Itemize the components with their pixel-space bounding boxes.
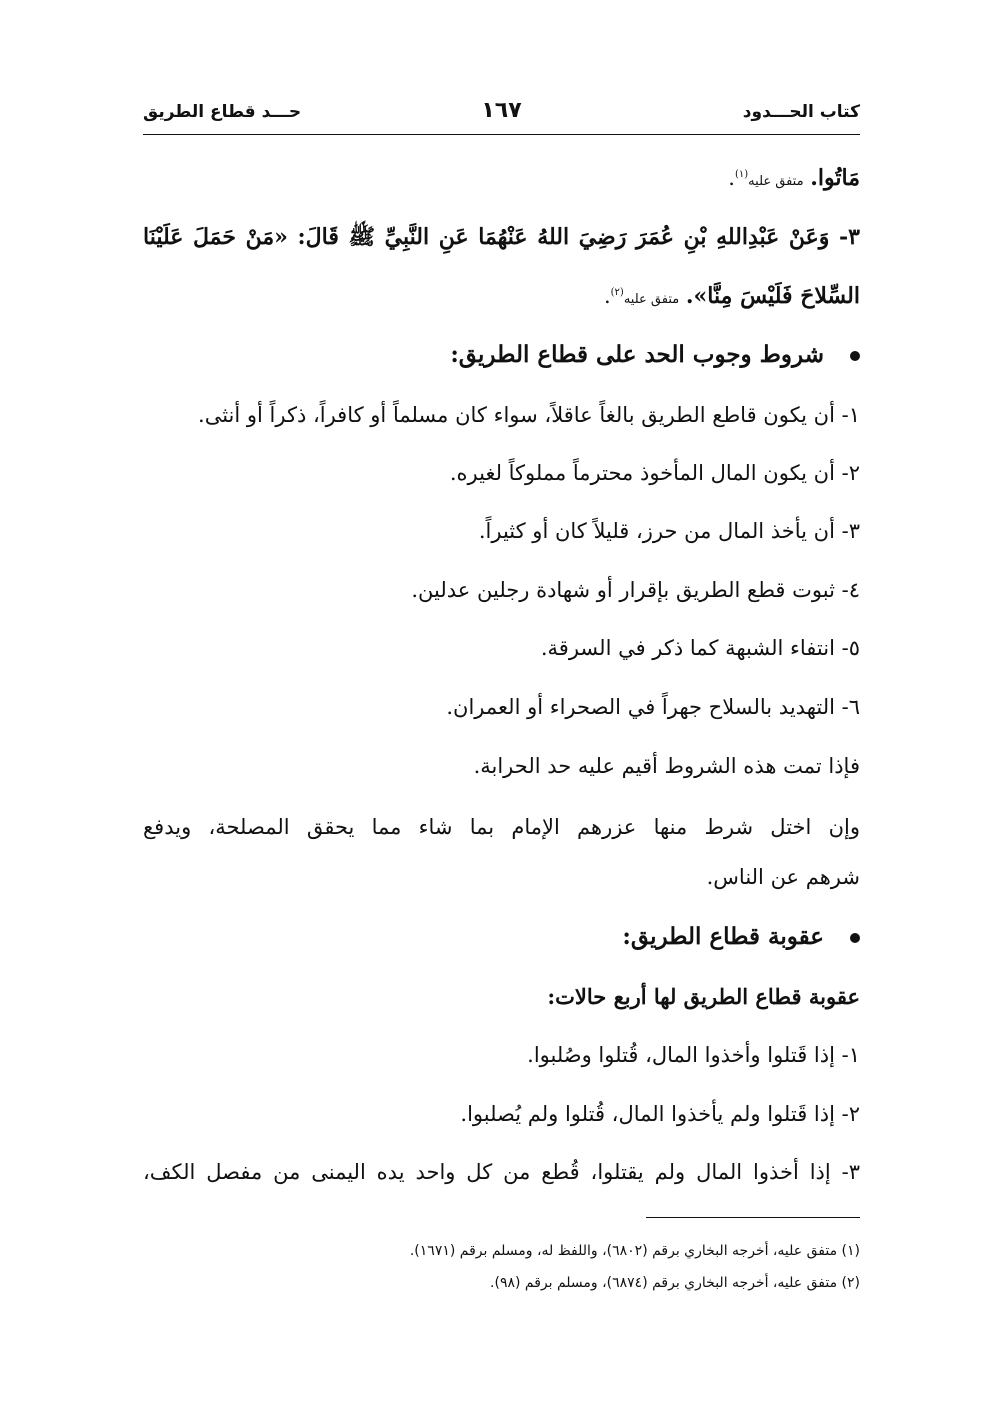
heading-text: شروط وجوب الحد على قطاع الطريق: xyxy=(450,341,824,368)
hadith-end-mark: . xyxy=(728,166,735,190)
hadith-text: مَاتُوا. xyxy=(810,165,860,191)
condition-item-2: ٢- أن يكون المال المأخوذ محترماً مملوكاً لغيره. xyxy=(449,461,860,485)
hadith-reference: متفق عليه xyxy=(623,292,680,307)
section-heading-punishment xyxy=(622,922,860,952)
hadith-reference: متفق عليه xyxy=(748,174,804,189)
paragraph-condition-missing-line-1: وإن اختل شرط منها عزرهم الإمام بما شاء مما يحقق المصلحة، ويدفع xyxy=(143,815,860,839)
paragraph-conditions-met: فإذا تمت هذه الشروط أقيم عليه حد الحرابة. xyxy=(473,754,860,778)
running-header xyxy=(143,98,860,135)
footnote-separator xyxy=(646,1217,860,1218)
condition-item-5: ٥- انتفاء الشبهة كما ذكر في السرقة. xyxy=(540,636,860,660)
hadith-line-2: ٣- وَعَنْ عَبْدِاللهِ بْنِ عُمَرَ رَضِيَ اللهُ عَنْهُمَا عَنِ النَّبِيِّ ﷺ قَالَ: «مَنْ حَمَلَ عَلَيْنَا xyxy=(143,224,860,250)
hadith-line-3 xyxy=(604,278,860,315)
case-item-3: ٣- إذا أخذوا المال ولم يقتلوا، قُطع من كل واحد يده اليمنى من مفصل الكف، xyxy=(143,1160,860,1184)
subheading-four-cases: عقوبة قطاع الطريق لها أربع حالات: xyxy=(547,984,860,1009)
page-number: ١٦٧ xyxy=(481,98,522,123)
case-item-1: ١- إذا قَتلوا وأخذوا المال، قُتلوا وصُلبوا. xyxy=(527,1043,860,1067)
section-heading-conditions xyxy=(450,340,860,370)
footnote-marker-1: (١) xyxy=(734,169,749,180)
header-book-title: كتاب الحـــدود xyxy=(742,102,860,122)
condition-item-4: ٤- ثبوت قطع الطريق بإقرار أو شهادة رجلين عدلين. xyxy=(411,578,860,602)
heading-text: عقوبة قطاع الطريق: xyxy=(622,923,824,950)
condition-item-1: ١- أن يكون قاطع الطريق بالغاً عاقلاً، سواء كان مسلماً أو كافراً، ذكراً أو أنثى. xyxy=(198,403,860,427)
header-chapter-title: حـــد قطاع الطريق xyxy=(143,102,302,122)
bullet-icon xyxy=(850,351,860,361)
case-item-2: ٢- إذا قَتلوا ولم يأخذوا المال، قُتلوا ولم يُصلبوا. xyxy=(460,1102,860,1126)
footnote-marker-2: (٢) xyxy=(610,287,624,298)
hadith-line-1 xyxy=(728,160,860,197)
hadith-end-mark: . xyxy=(603,284,611,308)
condition-item-6: ٦- التهديد بالسلاح جهراً في الصحراء أو العمران. xyxy=(446,695,860,719)
condition-item-3: ٣- أن يأخذ المال من حرز، قليلاً كان أو كثيراً. xyxy=(478,519,860,543)
hadith-text: السِّلاحَ فَلَيْسَ مِنَّا». xyxy=(685,283,860,309)
footnote-1: (١) متفق عليه، أخرجه البخاري برقم (٦٨٠٢)، واللفظ له، ومسلم برقم (١٦٧١). xyxy=(409,1243,860,1259)
paragraph-condition-missing-line-2: شرهم عن الناس. xyxy=(706,865,860,889)
bullet-icon xyxy=(850,933,860,943)
footnote-2: (٢) متفق عليه، أخرجه البخاري برقم (٦٨٧٤)، ومسلم برقم (٩٨). xyxy=(490,1275,860,1291)
